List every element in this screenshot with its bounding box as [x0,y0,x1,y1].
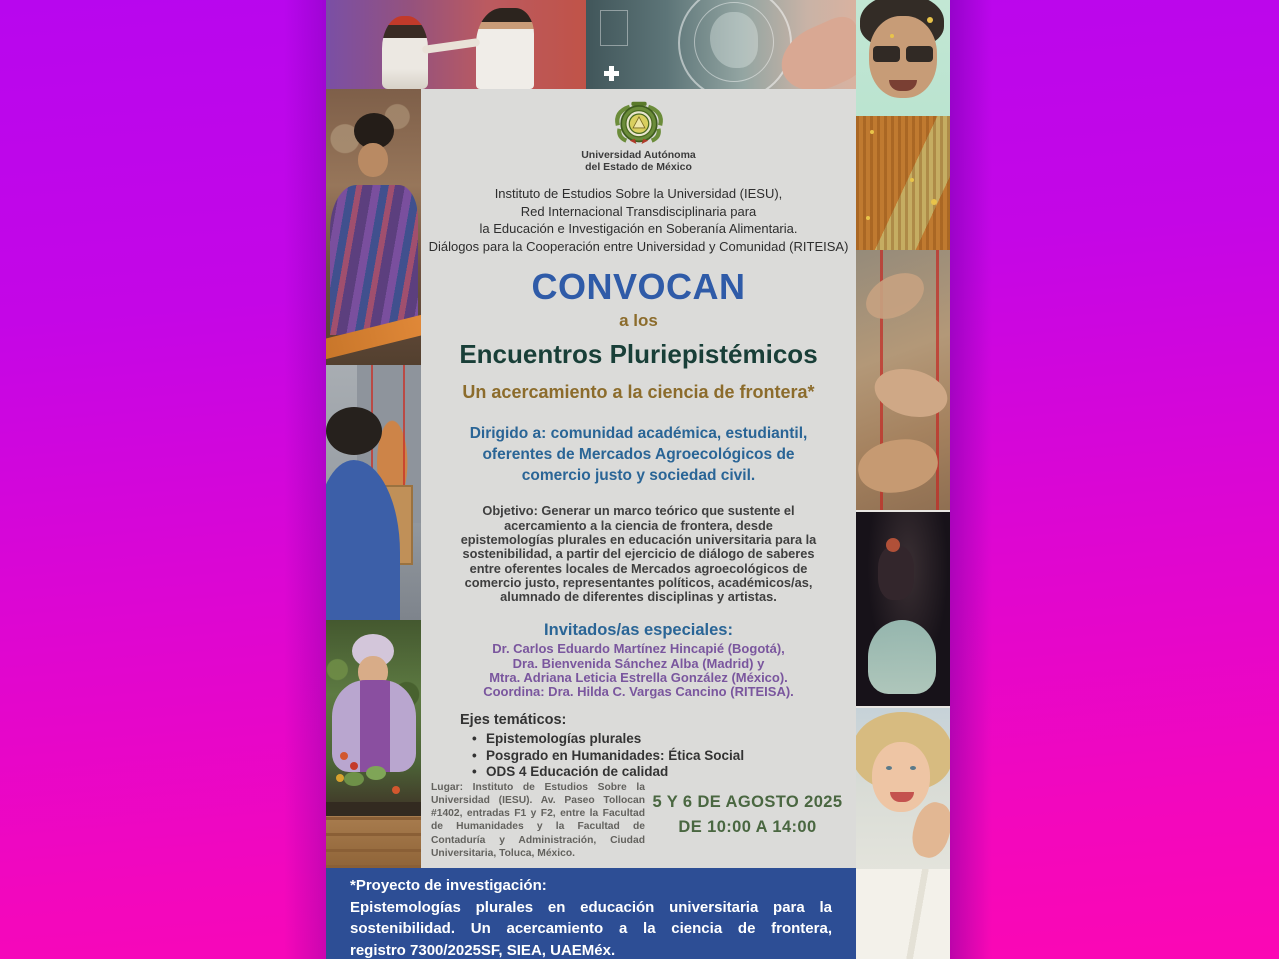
ejes-section [421,711,856,781]
photo-traditional-dancers [326,0,586,89]
medical-cross-icon [604,66,619,81]
event-poster [326,0,950,959]
weaver-face [358,143,388,177]
organizer-line: Instituto de Estudios Sobre la Universidad (IESU), [494,186,783,202]
invitados-heading: Invitados/as especiales: [544,621,733,640]
invitado-line: Mtra. Adriana Leticia Estrella González (México). [489,669,788,685]
mural-figure [858,264,932,328]
objetivo-text: Objetivo: Generar un marco teórico que sustente el acercamiento a la ciencia de frontera, desde epistemologías plurales en educación universitaria para la sostenibilidad, a partir del ejercicio de diálogo de saberes entre oferentes locales de Mercados agroecológicos de comercio justo, representantes políticos, académicos/as, alumnado de diferentes disciplinas y artistas. [460,503,817,605]
institution-name: Universidad Autónoma del Estado de México [581,149,696,174]
glasses-lens-right [906,46,933,62]
white-robe [856,869,950,959]
eje-item: • Posgrado en Humanidades: Ética Social [460,748,856,765]
uaem-crest-icon [600,100,678,147]
poster-text-panel [421,89,856,868]
sparkle-decorations [870,130,874,134]
organizer-line: la Educación e Investigación en Soberanía Alimentaria. [479,221,798,237]
convocan-heading: CONVOCAN [531,266,746,308]
lugar-text: Lugar: Instituto de Estudios Sobre la Universidad (IESU). Av. Paseo Tollocan #1402, entradas F1 y F2, entre la Facultad de Humanidades y la Facultad de Contaduría y Administración, Ciudad Universitaria, Toluca, México. [431,781,645,859]
project-note-banner [326,868,856,959]
glasses-lens-left [873,46,900,62]
performer-figure [878,546,914,600]
a-los-text: a los [619,311,658,331]
event-subtitle: Un acercamiento a la ciencia de frontera* [462,382,815,403]
circuit-chip [600,10,628,46]
right-photo-column [856,0,950,959]
woven-garment [330,185,418,335]
kneeling-performer [868,620,936,694]
garden-gloves [366,766,386,780]
organizer-line: Diálogos para la Cooperación entre Universidad y Comunidad (RITEISA) [428,238,849,254]
background-shade-right [950,0,992,959]
banner-line: *Proyecto de investigación: [350,877,547,894]
wooden-planter [326,816,421,868]
photo-woman-gardening [326,620,421,868]
dancer-man-figure [476,8,534,89]
background-shade-left [284,0,326,959]
flowers [340,752,348,760]
organizers-block [429,185,849,255]
date-line-1: 5 Y 6 DE AGOSTO 2025 [652,792,843,811]
dancers-joined-hands [422,38,481,54]
dancer-woman-figure [382,16,428,89]
event-title: Encuentros Pluriepistémicos [459,339,818,370]
photo-mural-painting [856,250,950,510]
banner-line: sostenibilidad. Un acercamiento a la ciencia de frontera, [350,920,832,937]
banner-line: registro 7300/2025SF, SIEA, UAEMéx. [350,941,616,959]
left-photo-column [326,89,421,868]
event-date [645,785,850,860]
organizer-line: Red Internacional Transdisciplinaria para [520,203,757,219]
artist-hair [326,407,382,455]
invitados-block [483,642,794,699]
invitado-line: Dra. Bienvenida Sánchez Alba (Madrid) y [512,655,765,671]
soil [326,802,421,816]
invitado-line: Dr. Carlos Eduardo Martínez Hincapié (Bogotá), [492,641,785,657]
photo-man-with-glasses [856,0,950,250]
eje-item: • Epistemologías plurales [460,731,856,748]
date-line-2: DE 10:00 A 14:00 [678,818,817,837]
eje-item: • ODS 4 Educación de calidad [460,764,856,781]
mural-figure [856,433,942,498]
performer-head [886,538,900,552]
photo-medical-technology [586,0,856,89]
ejes-list [460,731,856,781]
photo-theater-scene [856,510,950,708]
orange-sweater [856,116,950,250]
invitado-line: Coordina: Dra. Hilda C. Vargas Cancino (RITEISA). [483,684,794,700]
banner-line: Epistemologías plurales en educación universitaria para la [350,898,832,916]
photo-blonde-woman [856,706,950,959]
photo-woman-weaving [326,89,421,365]
mural-figure [870,362,950,425]
dirigido-text: Dirigido a: comunidad académica, estudiantil, oferentes de Mercados Agroecológicos de comercio justo y sociedad civil. [469,425,808,485]
venue-date-row [421,781,856,868]
ejes-heading: Ejes temáticos: [460,712,567,729]
hologram-heart [710,12,758,68]
woman-eyes [886,766,892,770]
photo-artist-painting [326,365,421,620]
